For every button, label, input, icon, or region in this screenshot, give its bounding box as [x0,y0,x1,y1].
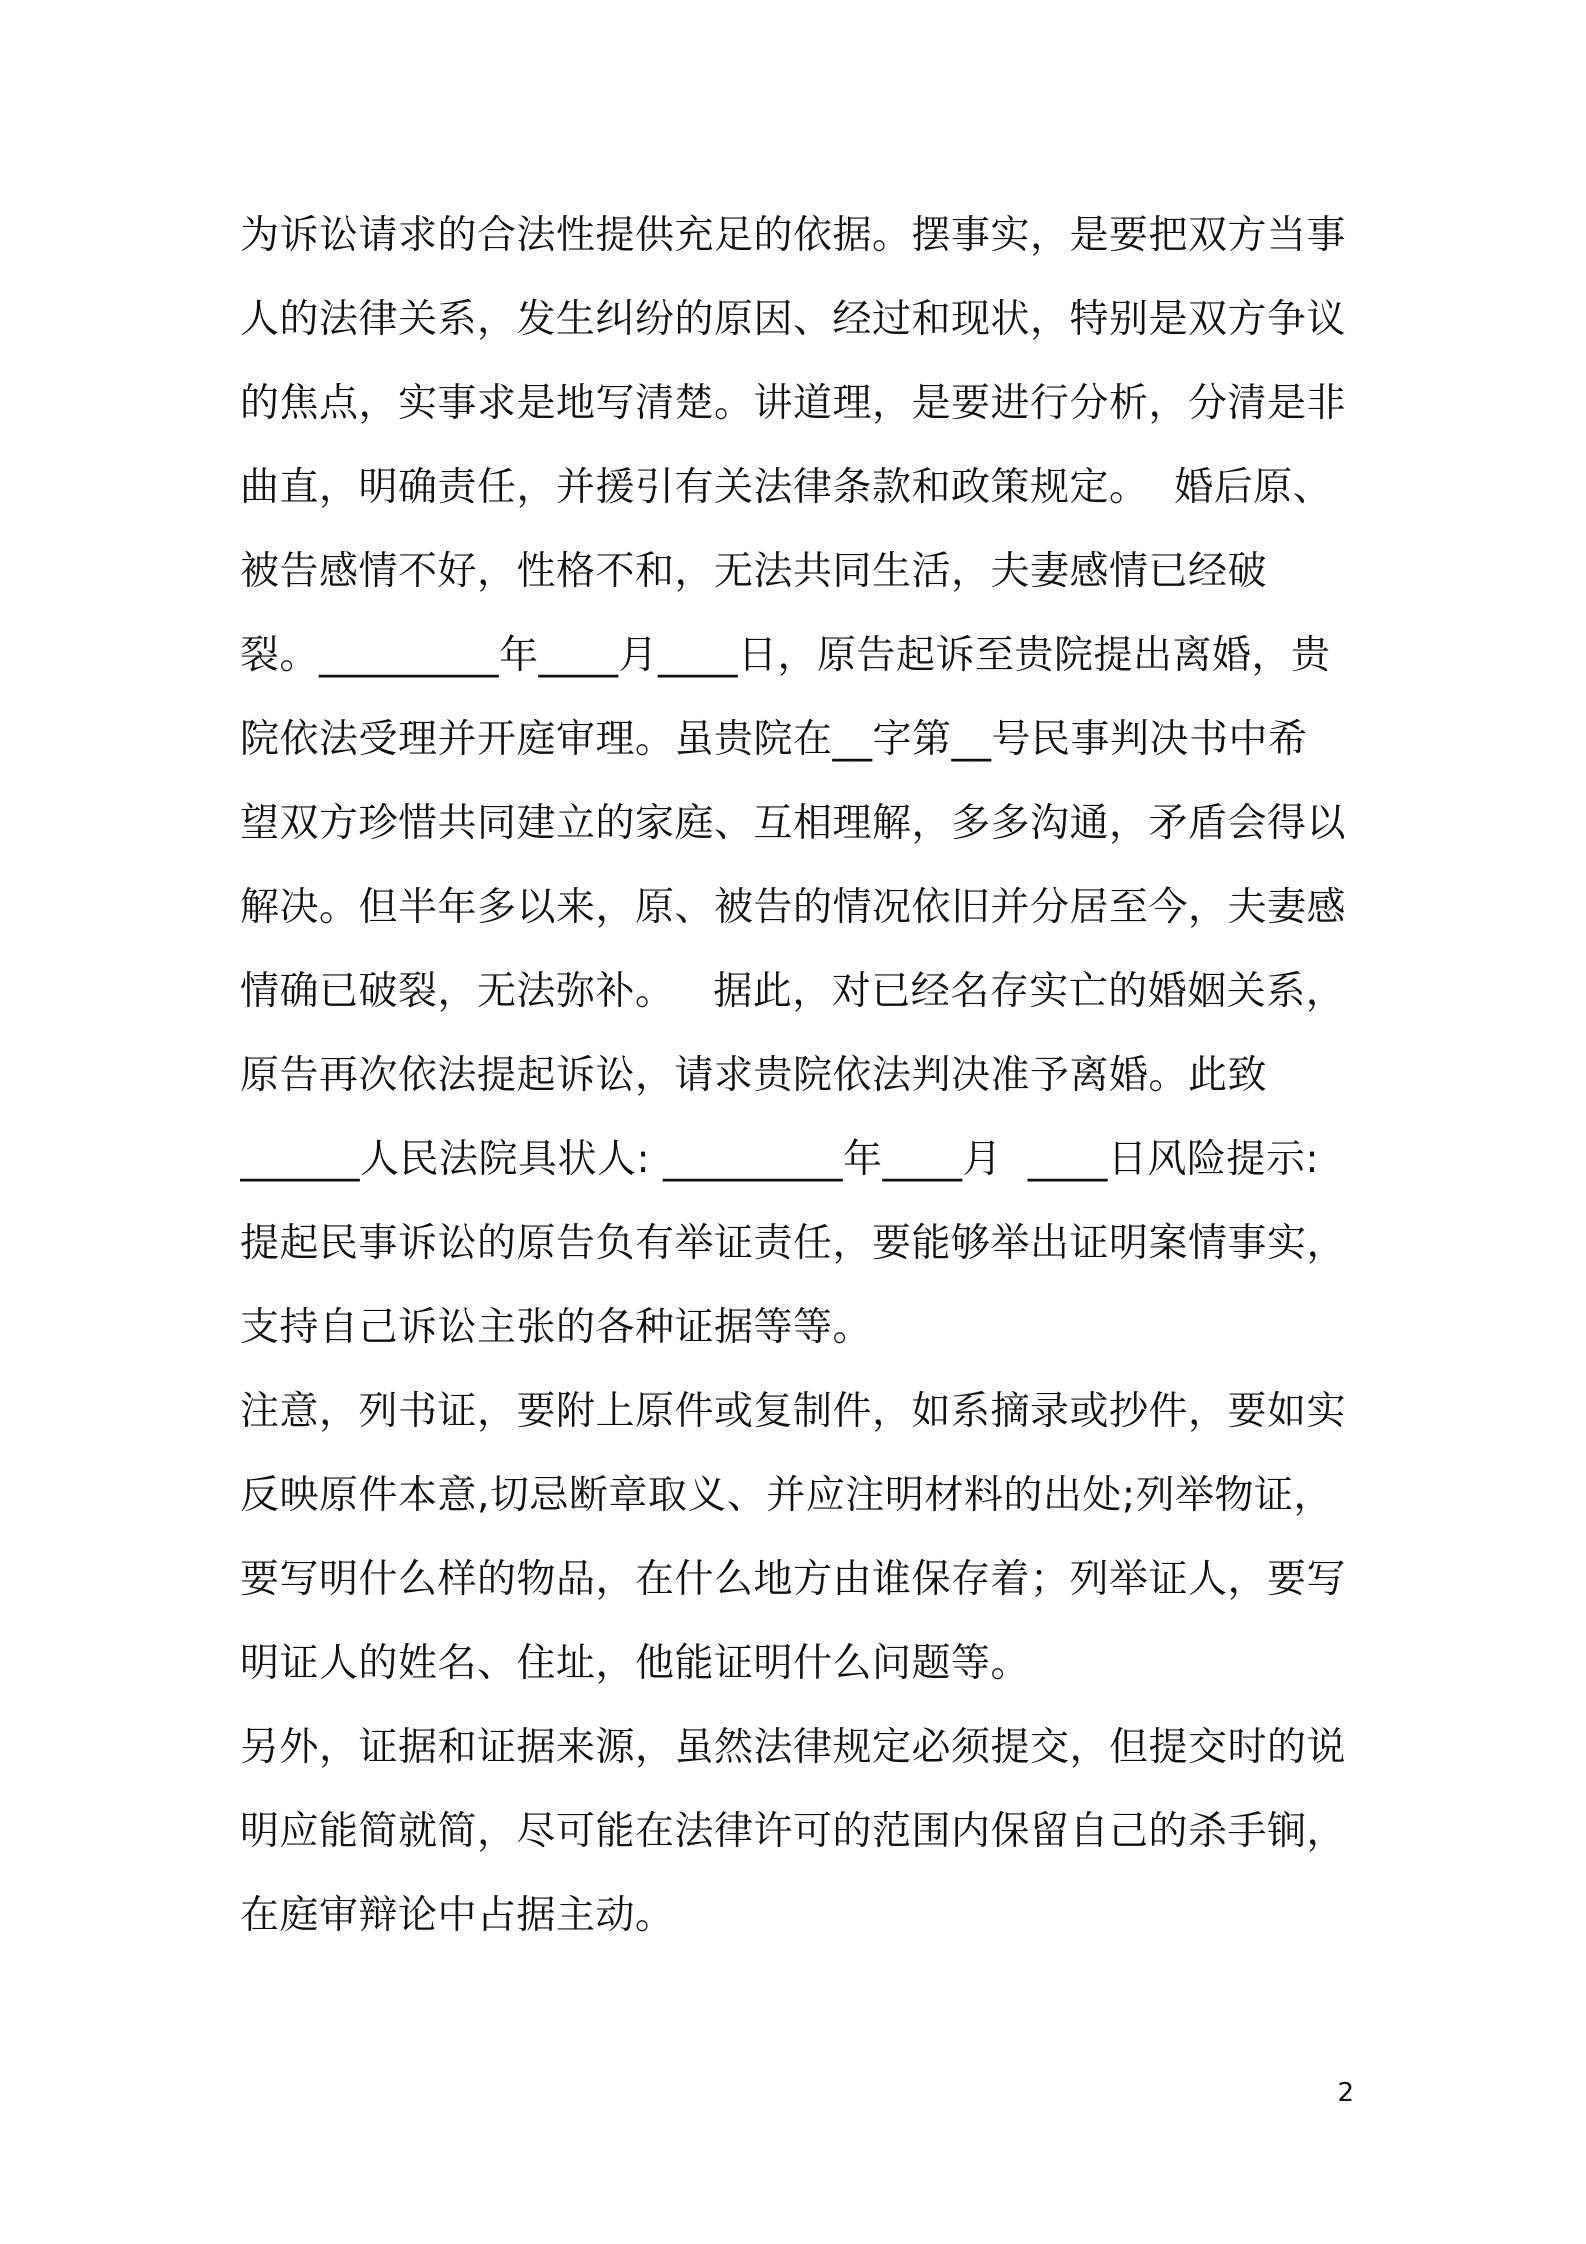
text-line: 为诉讼请求的合法性提供充足的依据。摆事实，是要把双方当事 [240,213,1347,258]
text-line: 的焦点，实事求是地写清楚。讲道理，是要进行分析，分清是非 [240,381,1347,426]
text-line: 原告再次依法提起诉讼，请求贵院依法判决准予离婚。此致 [240,1053,1268,1098]
text-line: 情确已破裂，无法弥补。 据此，对已经名存实亡的婚姻关系， [240,969,1346,1014]
text-line: 望双方珍惜共同建立的家庭、互相理解，多多沟通，矛盾会得以 [240,801,1347,846]
text-line: 被告感情不好，性格不和，无法共同生活，夫妻感情已经破 [240,549,1268,594]
text-line: 人的法律关系，发生纠纷的原因、经过和现状，特别是双方争议 [240,297,1347,342]
document-body [240,194,1350,1958]
text-line: 解决。但半年多以来，原、被告的情况依旧并分居至今，夫妻感 [240,885,1347,930]
text-line: 支持自己诉讼主张的各种证据等等。 [240,1305,873,1350]
text-line: 明应能简就简，尽可能在法律许可的范围内保留自己的杀手锏， [240,1809,1347,1854]
text-line: 要写明什么样的物品，在什么地方由谁保存着；列举证人，要写 [240,1557,1347,1602]
text-line: 院依法受理并开庭审理。虽贵院在__字第__号民事判决书中希 [240,717,1308,762]
text-line: ______人民法院具状人: _________年____月 ____日风险提示: [240,1137,1319,1182]
text-line: 明证人的姓名、住址，他能证明什么问题等。 [240,1641,1031,1686]
text-line: 注意，列书证，要附上原件或复制件，如系摘录或抄件，要如实 [240,1389,1347,1434]
page-number: 2 [1337,2078,1354,2108]
text-line: 反映原件本意,切忌断章取义、并应注明材料的出处;列举物证， [240,1473,1334,1518]
text-line: 在庭审辩论中占据主动。 [240,1893,675,1938]
text-line: 另外，证据和证据来源，虽然法律规定必须提交，但提交时的说 [240,1725,1347,1770]
text-line: 提起民事诉讼的原告负有举证责任，要能够举出证明案情事实， [240,1221,1347,1266]
text-line: 曲直，明确责任，并援引有关法律条款和政策规定。 婚后原、 [240,465,1333,510]
text-line: 裂。_________年____月____日，原告起诉至贵院提出离婚，贵 [240,633,1331,678]
